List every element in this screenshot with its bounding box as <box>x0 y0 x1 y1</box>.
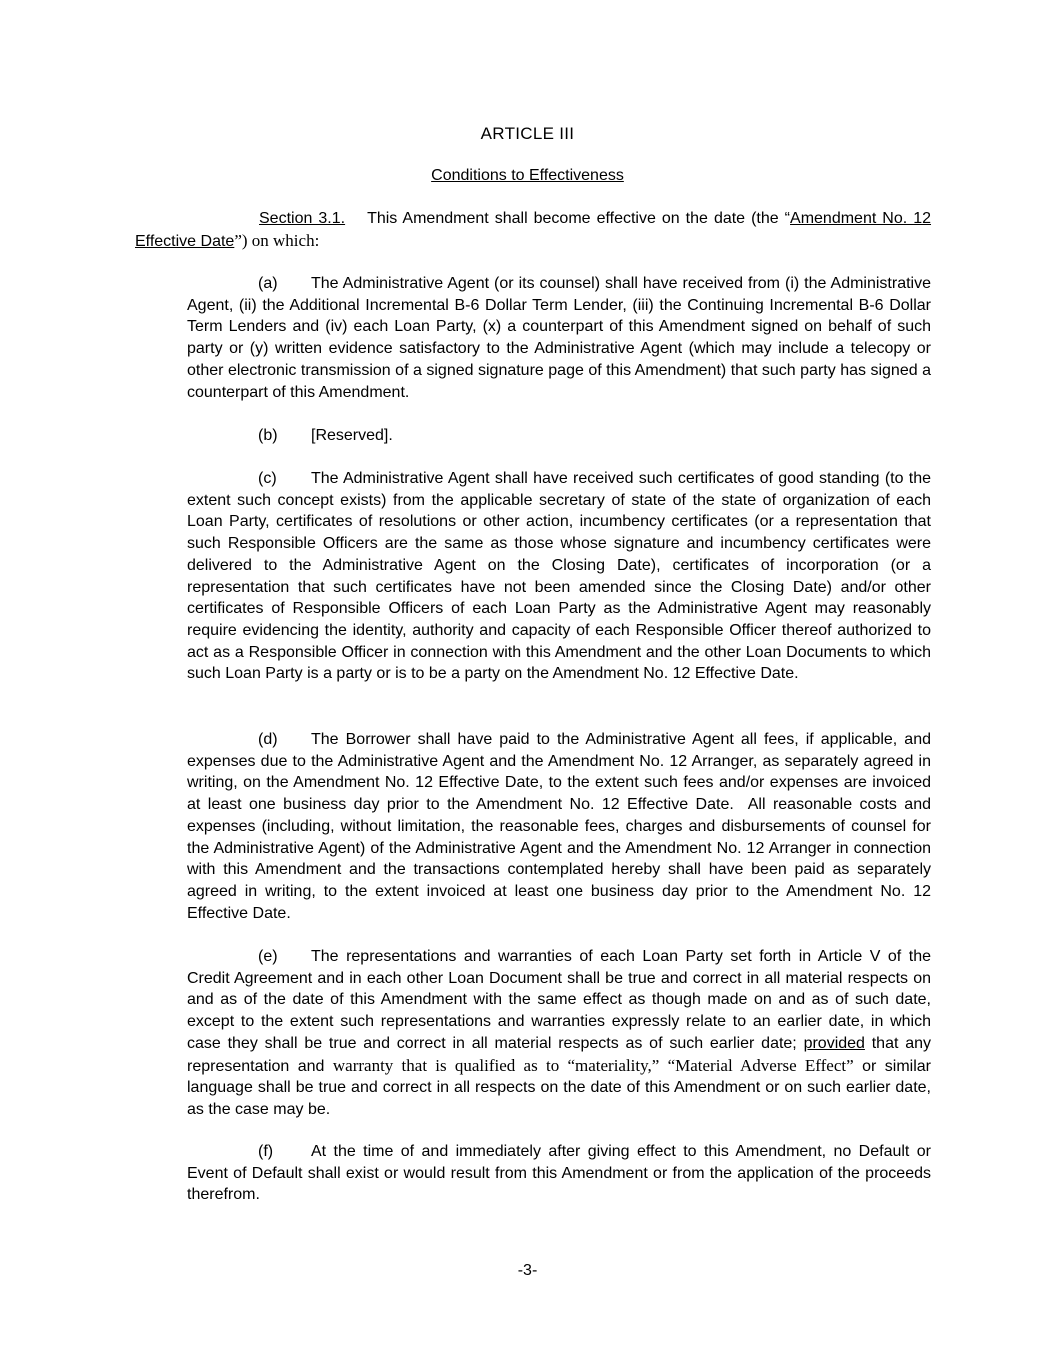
clause-e-text-serif: warranty that is qualified as to “materiality,” “Material Adverse Effect” <box>332 1055 854 1075</box>
page-number: -3- <box>517 1262 538 1279</box>
defined-term: Amendment No. 12 Effective Date <box>135 210 932 250</box>
clause-d-label: (d) <box>258 731 278 748</box>
clause-f-label: (f) <box>258 1143 274 1160</box>
article-subtitle-text: Conditions to Effectiveness <box>431 167 624 184</box>
article-title: ARTICLE III <box>480 124 575 143</box>
section-text-before: This Amendment shall become effective on the date (the “ <box>367 210 791 227</box>
clause-b-label: (b) <box>258 427 278 444</box>
clause-e-text-before: The representations and warranties of each Loan Party set forth in Article V of the Credit Agreement and in each other Loan Document shall be true and correct in all material respects on and as of the date of this Amendment with the same effect as though made on and as of such date, except to the extent such representations and warranties expressly relate to an earlier date, in which case they shall be true and correct in all material respects as of such earlier date; <box>187 948 931 1052</box>
clause-a-text: The Administrative Agent (or its counsel) shall have received from (i) the Administrative Agent, (ii) the Additional Incremental B-6 Dollar Term Lender, (iii) the Continuing Incremental B-6 Dollar Term Lenders and (iv) each Loan Party, (x) a counterpart of this Amendment signed on behalf of such party or (y) written evidence satisfactory to the Administrative Agent (which may include a telecopy or other electronic transmission of a signed signature page of this Amendment) that such party has signed a counterpart of this Amendment. <box>187 275 931 401</box>
clause-e-label: (e) <box>258 948 278 965</box>
clause-c-text: The Administrative Agent shall have received such certificates of good standing (to the extent such concept exists) from the applicable secretary of state of the state of organization of each Loan Party, certificates of resolutions or other action, incumbency certificates (or a representation that such Responsible Officers are the same as those whose signature and incumbency certificates were delivered to the Administrative Agent on the Closing Date), certificates of incorporation (or a representation that such certificates have not been amended since the Closing Date) and/or other certificates of Responsible Officers of each Loan Party as the Administrative Agent may reasonably require evidencing the identity, authority and capacity of each Responsible Officer thereof authorized to act as a Responsible Officer in connection with this Amendment and the other Loan Documents to which such Loan Party is a party or is to be a party on the Amendment No. 12 Effective Date. <box>187 470 931 683</box>
clause-d <box>187 729 936 924</box>
article-subtitle <box>0 167 1055 185</box>
clause-d-text: The Borrower shall have paid to the Administrative Agent all fees, if applicable, and expenses due to the Administrative Agent and the Amendment No. 12 Arranger, as separately agreed in writing, on the Amendment No. 12 Effective Date, to the extent such fees and/or expenses are invoiced at least one business day prior to the Amendment No. 12 Effective Date. All reasonable costs and expenses (including, without limitation, the reasonable fees, charges and disbursements of counsel for the Administrative Agent) of the Administrative Agent and the Amendment No. 12 Arranger in connection with this Amendment and the transactions contemplated hereby shall have been paid as separately agreed in writing, to the extent invoiced at least one business day prior to the Amendment No. 12 Effective Date. <box>187 731 936 922</box>
clause-f <box>187 1141 931 1206</box>
clause-e-text-after: or similar language shall be true and correct in all respects on the date of this Amendment or on such earlier date, as the case may be. <box>187 1057 932 1118</box>
clause-a-label: (a) <box>258 275 278 292</box>
clause-e-text-middle: that any representation and <box>187 1034 932 1075</box>
section-3-1-paragraph <box>135 208 931 253</box>
section-number: Section 3.1. <box>259 210 346 227</box>
section-text-after: ”) on which: <box>234 231 320 250</box>
clause-b <box>187 425 931 447</box>
clause-b-text: [Reserved]. <box>311 427 393 444</box>
clause-a <box>187 273 931 403</box>
clause-e-provided: provided <box>803 1034 865 1052</box>
clause-c <box>187 468 931 685</box>
clause-f-text: At the time of and immediately after giving effect to this Amendment, no Default or Event of Default shall exist or would result from this Amendment or from the application of the proceeds therefrom. <box>187 1143 931 1204</box>
clause-c-label: (c) <box>258 470 277 487</box>
clause-e <box>187 946 931 1121</box>
